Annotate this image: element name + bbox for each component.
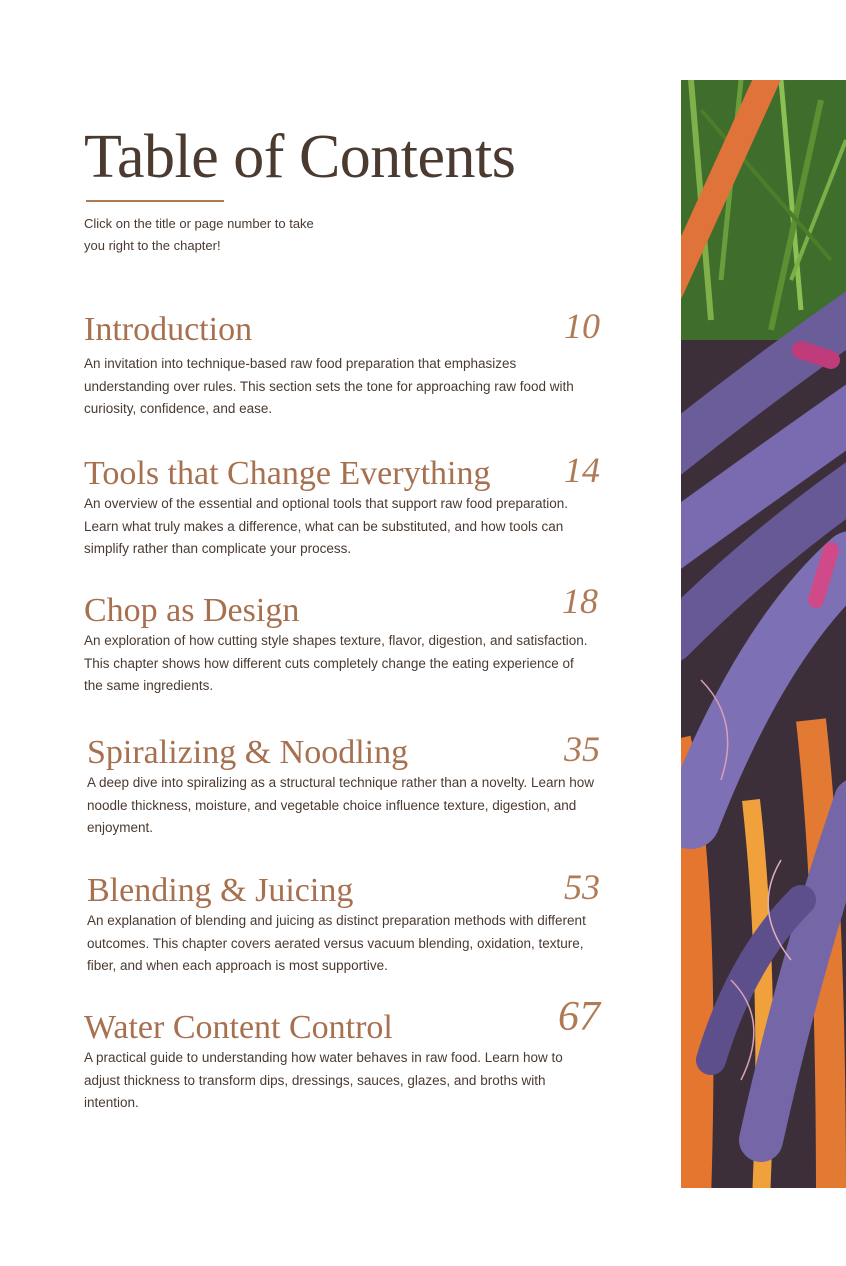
- chapter-page-link[interactable]: 14: [564, 450, 600, 490]
- chapter-title-link[interactable]: Chop as Design: [84, 592, 300, 629]
- page-title: Table of Contents: [84, 123, 516, 191]
- chapter-title-link[interactable]: Water Content Control: [84, 1009, 393, 1046]
- chapter-page-link[interactable]: 18: [562, 581, 598, 621]
- toc-entry-spiralizing: [84, 729, 604, 840]
- page-subtitle: Click on the title or page number to take you right to the chapter!: [84, 216, 314, 253]
- toc-entry-water: [84, 994, 604, 1115]
- title-underline: [86, 200, 224, 202]
- chapter-description: An overview of the essential and optional tools that support raw food preparation. Learn what truly makes a difference, what can be substituted, and how tools can simplify rather than complicate your process.: [84, 496, 569, 556]
- chapter-description: A deep dive into spiralizing as a structural technique rather than a novelty. Learn how noodle thickness, moisture, and vegetable choice influence texture, digestion, and enjoyment.: [87, 775, 595, 835]
- chapter-title-link[interactable]: Blending & Juicing: [87, 872, 354, 909]
- chapter-page-link[interactable]: 35: [564, 729, 600, 769]
- carrots-photo: [681, 80, 846, 1188]
- toc-entry-introduction: [84, 306, 604, 421]
- chapter-title-link[interactable]: Tools that Change Everything: [84, 455, 491, 492]
- toc-entry-tools: [84, 450, 604, 561]
- chapter-description: A practical guide to understanding how water behaves in raw food. Learn how to adjust thickness to transform dips, dressings, sauces, glazes, and broths with intention.: [84, 1050, 563, 1110]
- chapter-page-link[interactable]: 67: [558, 994, 600, 1040]
- chapter-description: An explanation of blending and juicing as distinct preparation methods with different outcomes. This chapter covers aerated versus vacuum blending, oxidation, texture, fiber, and when each approach is most supportive.: [87, 913, 586, 973]
- toc-entry-blending: [84, 867, 604, 978]
- chapter-description: An exploration of how cutting style shapes texture, flavor, digestion, and satisfaction. This chapter shows how different cuts completely change the eating experience of the same ingredients.: [84, 633, 588, 693]
- chapter-description: An invitation into technique-based raw food preparation that emphasizes understanding over rules. This section sets the tone for approaching raw food with curiosity, confidence, and ease.: [84, 356, 574, 416]
- chapter-page-link[interactable]: 53: [564, 867, 600, 907]
- toc-entry-chop: [84, 581, 604, 698]
- chapter-page-link[interactable]: 10: [564, 306, 600, 346]
- chapter-title-link[interactable]: Spiralizing & Noodling: [87, 734, 409, 771]
- chapter-title-link[interactable]: Introduction: [84, 311, 253, 348]
